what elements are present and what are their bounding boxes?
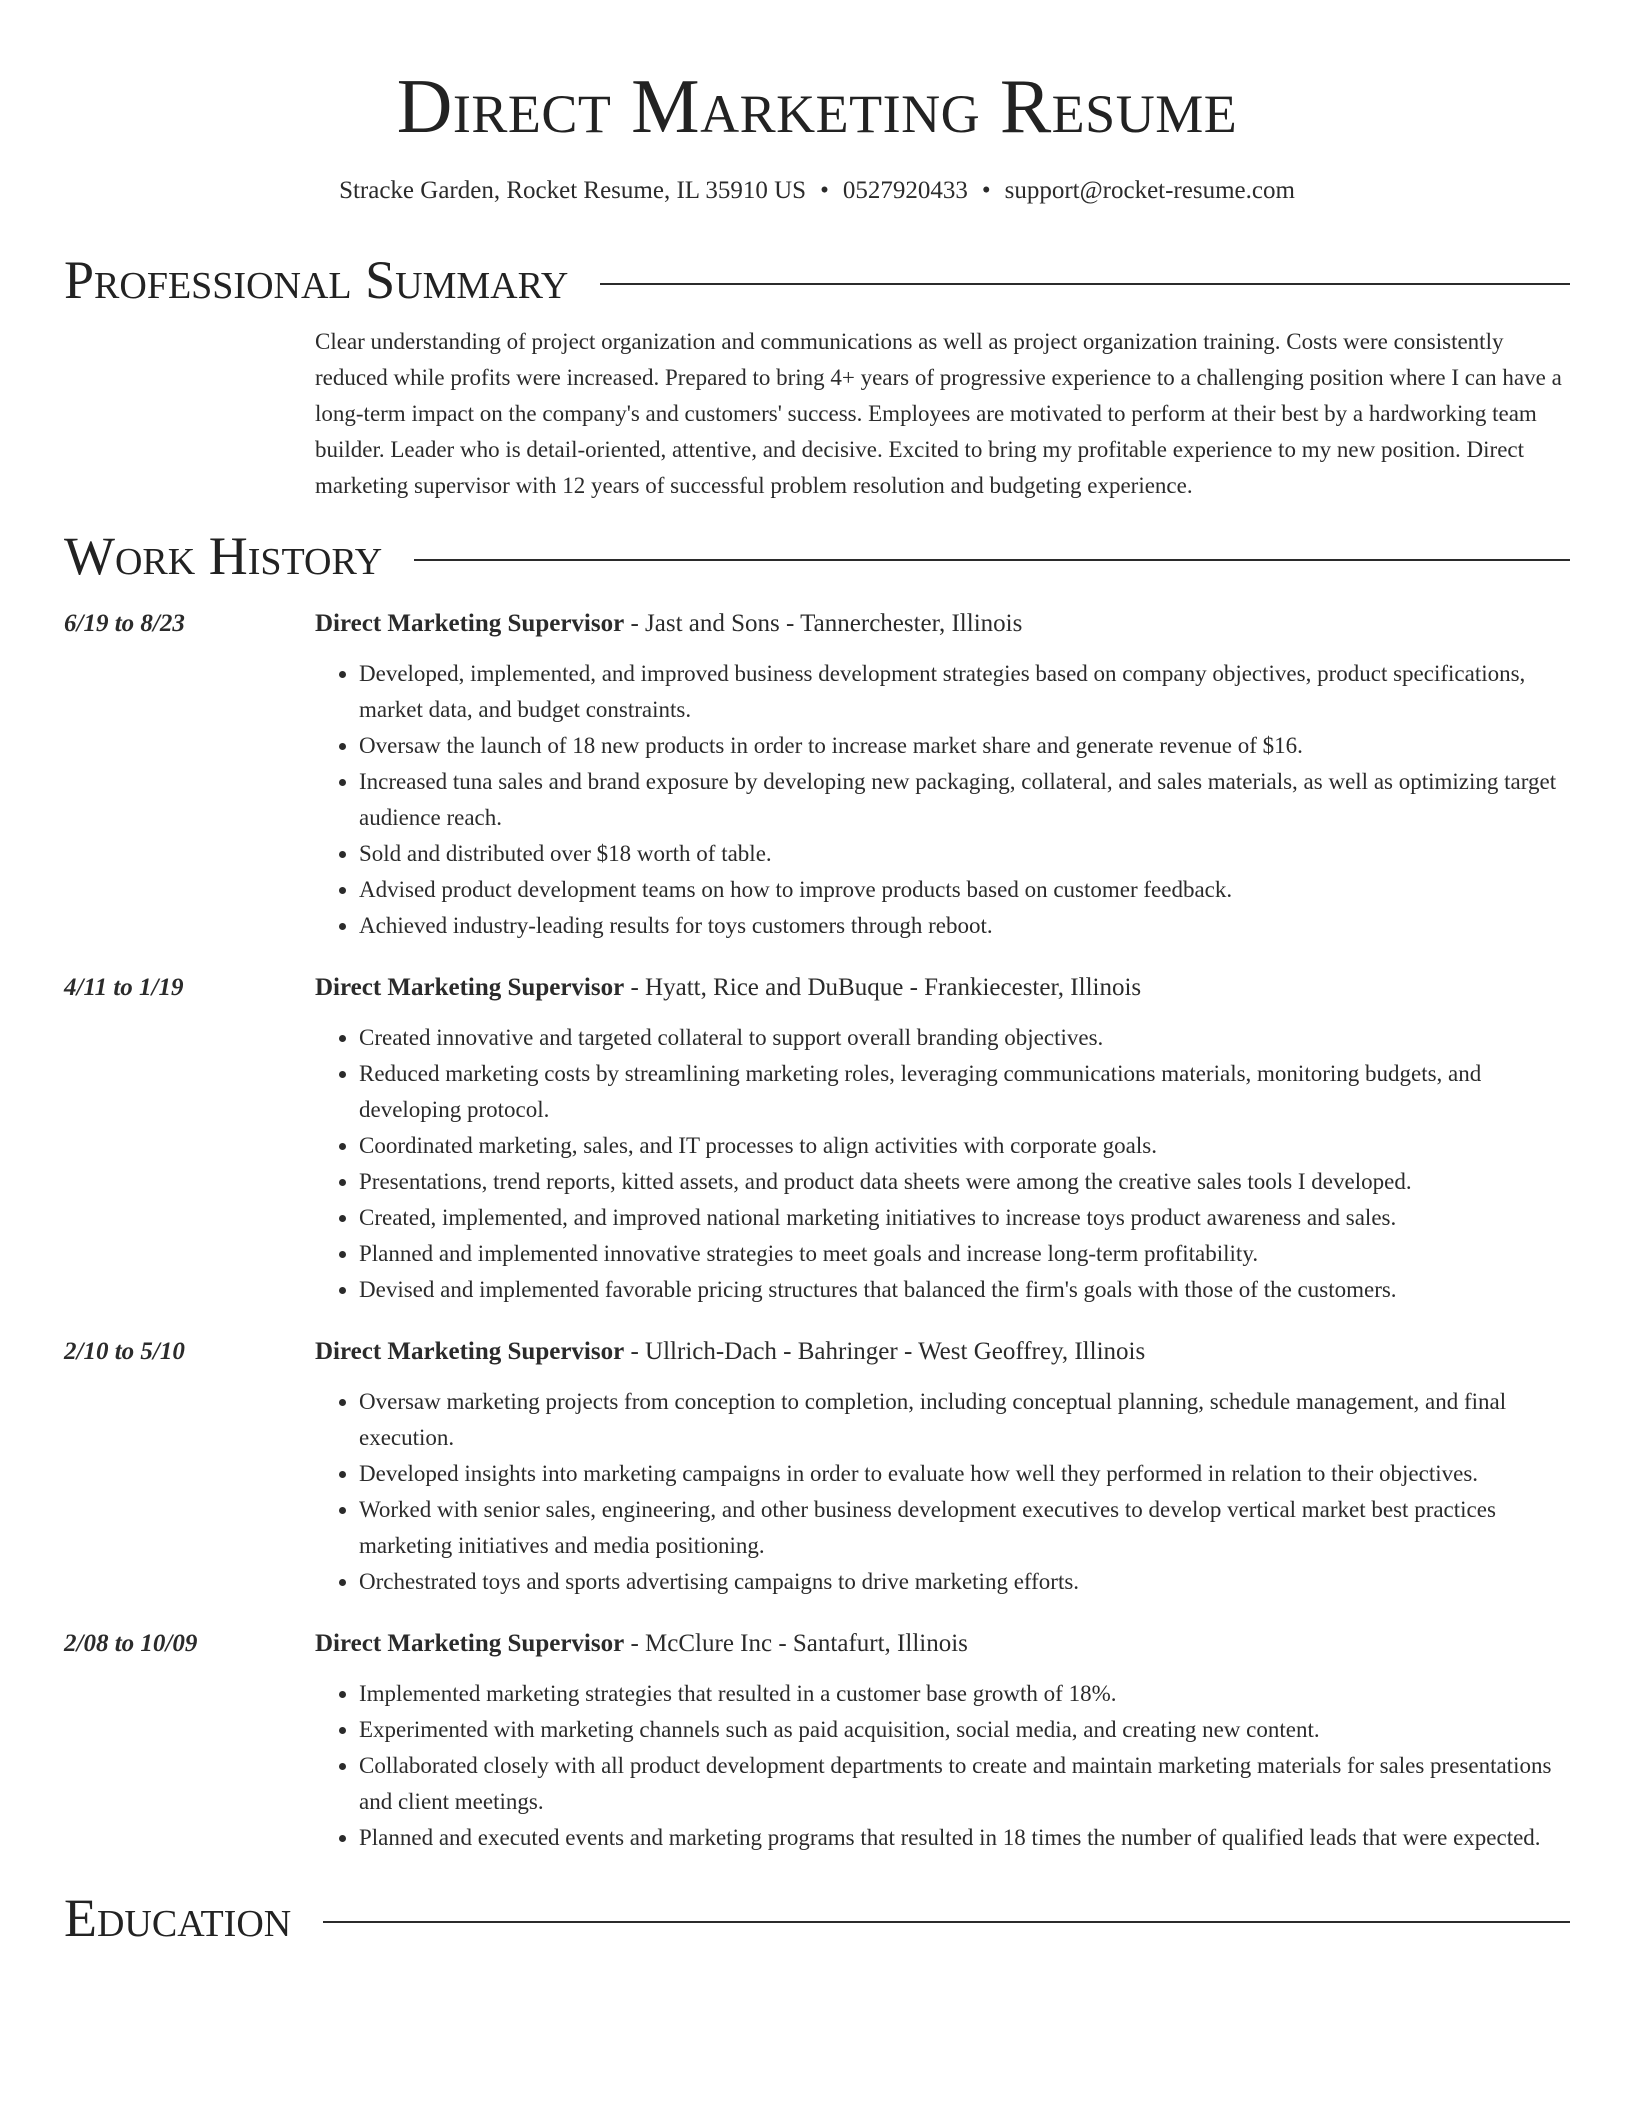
job-dates: 2/10 to 5/10 — [64, 1338, 185, 1365]
job-header — [315, 606, 1570, 642]
job-entry — [64, 1334, 1570, 1600]
section-divider — [600, 283, 1570, 285]
job-bullet: • Developed, implemented, and improved business development strategies based on company objectives, product specifications, market data, and budget constraints. — [359, 656, 1570, 728]
job-bullet: • Implemented marketing strategies that resulted in a customer base growth of 18%. — [359, 1676, 1570, 1712]
contact-email: support@rocket-resume.com — [1004, 177, 1295, 204]
job-employer-location: - Hyatt, Rice and DuBuque - Frankiecester, Illinois — [624, 974, 1142, 1001]
contact-phone: 0527920433 — [842, 177, 968, 204]
job-entry — [64, 606, 1570, 944]
job-bullet: • Created, implemented, and improved national marketing initiatives to increase toys product awareness and sales. — [359, 1200, 1570, 1236]
summary-paragraph: Clear understanding of project organization and communications as well as project organization training. Costs were consistently reduced while profits were increased. Prepared to bring 4+ years of progressive experience to a challenging position where I can have a long-term impact on the company's and customers' success. Employees are motivated to perform at their best by a hardworking team builder. Leader who is detail-oriented, attentive, and decisive. Excited to bring my profitable experience to my new position. Direct marketing supervisor with 12 years of successful problem resolution and budgeting experience. — [315, 329, 1562, 498]
job-header — [315, 1626, 1570, 1662]
job-title: Direct Marketing Supervisor — [315, 610, 625, 637]
job-bullet: • Sold and distributed over $18 worth of table. — [359, 836, 1570, 872]
job-bullet: • Created innovative and targeted collateral to support overall branding objectives. — [359, 1020, 1570, 1056]
work-history-list — [64, 606, 1570, 1856]
resume-page — [64, 0, 1570, 1950]
job-employer-location: - McClure Inc - Santafurt, Illinois — [624, 1630, 968, 1657]
job-entry — [64, 1626, 1570, 1856]
work-history-section-heading — [64, 524, 1570, 588]
job-bullet: • Devised and implemented favorable pricing structures that balanced the firm's goals with those of the customers. — [359, 1272, 1570, 1308]
job-bullet: • Increased tuna sales and brand exposure by developing new packaging, collateral, and sales materials, as well as optimizing target audience reach. — [359, 764, 1570, 836]
job-bullet: • Worked with senior sales, engineering, and other business development executives to develop vertical market best practices marketing initiatives and media positioning. — [359, 1492, 1570, 1564]
job-bullet: • Achieved industry-leading results for toys customers through reboot. — [359, 908, 1570, 944]
job-bullet: • Reduced marketing costs by streamlining marketing roles, leveraging communications materials, monitoring budgets, and developing protocol. — [359, 1056, 1570, 1128]
education-heading-text: Education — [64, 1888, 292, 1948]
job-bullet-list — [315, 1676, 1570, 1856]
education-section-heading — [64, 1886, 1570, 1950]
job-dates: 4/11 to 1/19 — [64, 974, 184, 1001]
section-divider — [414, 559, 1570, 561]
job-header — [315, 970, 1570, 1006]
job-bullet: • Developed insights into marketing campaigns in order to evaluate how well they performed in relation to their objectives. — [359, 1456, 1570, 1492]
job-bullet: • Advised product development teams on how to improve products based on customer feedback. — [359, 872, 1570, 908]
job-bullet: • Experimented with marketing channels such as paid acquisition, social media, and creating new content. — [359, 1712, 1570, 1748]
section-divider — [323, 1921, 1570, 1923]
job-employer-location: - Ullrich-Dach - Bahringer - West Geoffrey, Illinois — [624, 1338, 1146, 1365]
job-entry — [64, 970, 1570, 1308]
job-bullet: • Collaborated closely with all product development departments to create and maintain marketing materials for sales presentations and client meetings. — [359, 1748, 1570, 1820]
job-header — [315, 1334, 1570, 1370]
job-bullet: • Planned and executed events and marketing programs that resulted in 18 times the number of qualified leads that were expected. — [359, 1820, 1570, 1856]
job-bullet: • Planned and implemented innovative strategies to meet goals and increase long-term profitability. — [359, 1236, 1570, 1272]
contact-separator: • — [820, 177, 829, 204]
contact-address: Stracke Garden, Rocket Resume, IL 35910 US — [339, 177, 807, 204]
job-bullet: • Coordinated marketing, sales, and IT processes to align activities with corporate goals. — [359, 1128, 1570, 1164]
job-bullet: • Orchestrated toys and sports advertising campaigns to drive marketing efforts. — [359, 1564, 1570, 1600]
job-dates: 6/19 to 8/23 — [64, 610, 185, 637]
summary-section-heading — [64, 248, 1570, 312]
job-bullet-list — [315, 1384, 1570, 1600]
job-title: Direct Marketing Supervisor — [315, 974, 625, 1001]
job-title: Direct Marketing Supervisor — [315, 1338, 625, 1365]
resume-title: Direct Marketing Resume — [396, 63, 1238, 149]
job-bullet-list — [315, 656, 1570, 944]
job-title: Direct Marketing Supervisor — [315, 1630, 625, 1657]
contact-separator: • — [981, 177, 991, 204]
job-bullet: • Oversaw the launch of 18 new products in order to increase market share and generate revenue of $16. — [359, 728, 1570, 764]
contact-line — [64, 174, 1570, 208]
job-bullet-list — [315, 1020, 1570, 1308]
job-dates: 2/08 to 10/09 — [64, 1630, 198, 1657]
work-history-heading-text: Work History — [64, 526, 383, 586]
summary-heading-text: Professional Summary — [64, 250, 569, 310]
job-employer-location: - Jast and Sons - Tannerchester, Illinois — [624, 610, 1023, 637]
job-bullet: • Presentations, trend reports, kitted assets, and product data sheets were among the creative sales tools I developed. — [359, 1164, 1570, 1200]
job-bullet: • Oversaw marketing projects from conception to completion, including conceptual planning, schedule management, and final execution. — [359, 1384, 1570, 1456]
